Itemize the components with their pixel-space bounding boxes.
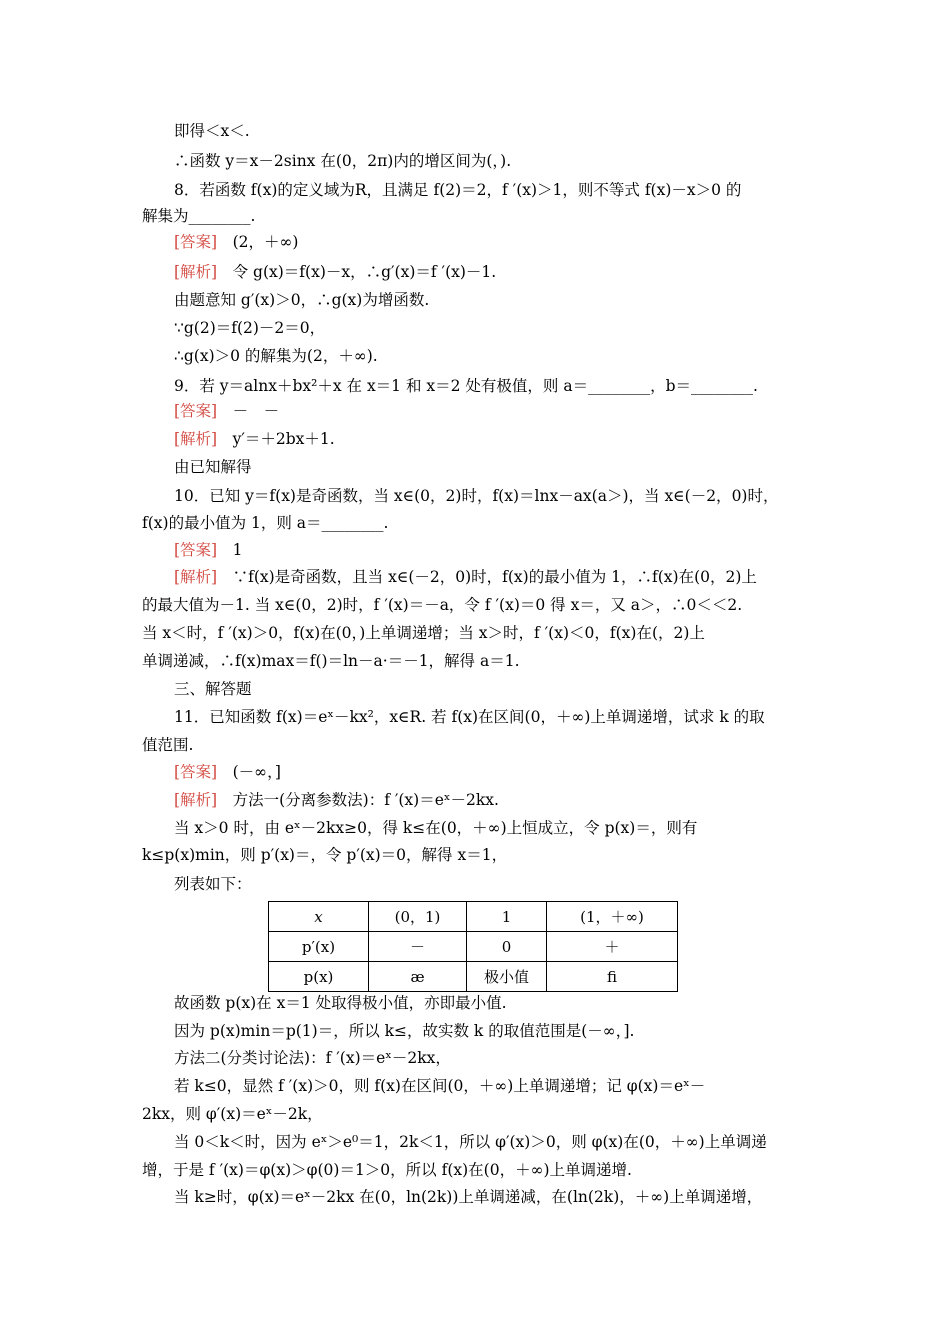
text-line: 方法二(分类讨论法)：f ′(x)＝eˣ－2kx， xyxy=(174,1049,451,1067)
analysis-tag: [解析] xyxy=(174,430,218,448)
table-cell: æ xyxy=(369,962,467,992)
table-cell: p′(x) xyxy=(269,932,369,962)
analysis-tag: [解析] xyxy=(174,568,218,586)
section-heading: 三、解答题 xyxy=(174,680,252,698)
problem-9-line: 9．若 y＝alnx＋bx²＋x 在 x＝1 和 x＝2 处有极值，则 a＝________，b＝________. xyxy=(174,377,758,395)
text-line: ∵g(2)＝f(2)－2＝0， xyxy=(174,319,326,337)
answer-line xyxy=(174,232,298,252)
table-row xyxy=(269,962,678,992)
text-line: 即得＜x＜. xyxy=(174,122,250,140)
text-line: k≤p(x)min，则 p′(x)＝，令 p′(x)＝0，解得 x＝1， xyxy=(142,846,508,864)
text-line: 当 x＞0 时，由 eˣ－2kx≥0，得 k≤在(0，＋∞)上恒成立，令 p(x)＝，则有 xyxy=(174,819,698,837)
answer-line xyxy=(174,401,279,421)
text-line: 若 k≤0，显然 f ′(x)＞0，则 f(x)在区间(0，＋∞)上单调递增；记 φ(x)＝eˣ－ xyxy=(174,1077,706,1095)
text-line: 的最大值为－1. 当 x∈(0，2)时，f ′(x)＝－a，令 f ′(x)＝0 得 x＝，又 a＞，∴0＜＜2. xyxy=(142,596,743,614)
text-line: ∴g(x)＞0 的解集为(2，＋∞). xyxy=(174,347,378,365)
answer-tag: [答案] xyxy=(174,763,218,781)
analysis-line xyxy=(174,262,496,282)
problem-10-line: 10．已知 y＝f(x)是奇函数，当 x∈(0，2)时，f(x)＝lnx－ax(a＞)，当 x∈(－2，0)时， xyxy=(174,487,779,505)
table-cell: ﬁ xyxy=(547,962,678,992)
table-cell: 极小值 xyxy=(467,962,547,992)
table-row xyxy=(269,932,678,962)
table-cell: 1 xyxy=(467,902,547,932)
text-line: 解集为________. xyxy=(142,207,256,225)
answer-tag: [答案] xyxy=(174,233,218,251)
analysis-text: 方法一(分离参数法)：f ′(x)＝eˣ－2kx. xyxy=(217,791,499,809)
text-line: f(x)的最小值为 1，则 a＝________. xyxy=(142,514,389,532)
text-line: 2kx，则 φ′(x)＝eˣ－2k， xyxy=(142,1105,323,1123)
table-cell: ＋ xyxy=(547,932,678,962)
table-cell: － xyxy=(369,932,467,962)
answer-text: (2，＋∞) xyxy=(217,233,299,251)
table-cell: (1，＋∞) xyxy=(547,902,678,932)
analysis-tag: [解析] xyxy=(174,791,218,809)
analysis-text: ∵f(x)是奇函数，且当 x∈(－2，0)时，f(x)的最小值为 1，∴f(x)在(0，2)上 xyxy=(217,568,757,586)
analysis-line xyxy=(174,567,757,587)
text-line: 由已知解得 xyxy=(174,458,252,476)
table-cell: (0，1) xyxy=(369,902,467,932)
answer-text: － － xyxy=(217,402,280,420)
value-table xyxy=(268,901,678,992)
analysis-text: y′＝＋2bx＋1. xyxy=(217,430,335,448)
text-line: 故函数 p(x)在 x＝1 处取得极小值，亦即最小值. xyxy=(174,994,507,1012)
answer-line xyxy=(174,540,242,560)
table-cell: 0 xyxy=(467,932,547,962)
analysis-text: 令 g(x)＝f(x)－x，∴g′(x)＝f ′(x)－1. xyxy=(217,263,497,281)
text-line: 值范围. xyxy=(142,736,194,754)
answer-tag: [答案] xyxy=(174,541,218,559)
analysis-line xyxy=(174,429,335,449)
table-row xyxy=(269,902,678,932)
analysis-tag: [解析] xyxy=(174,263,218,281)
text-line: ∴函数 y＝x－2sinx 在(0，2π)内的增区间为(，). xyxy=(174,152,512,170)
answer-line xyxy=(174,762,281,782)
text-line: 当 k≥时，φ(x)＝eˣ－2kx 在(0，ln(2k))上单调递减，在(ln(2k)，＋∞)上单调递增， xyxy=(174,1188,763,1206)
text-line: 当 0＜k＜时，因为 eˣ＞e⁰＝1，2k＜1，所以 φ′(x)＞0，则 φ(x)在(0，＋∞)上单调递 xyxy=(174,1133,767,1151)
text-line: 增，于是 f ′(x)＝φ(x)＞φ(0)＝1＞0，所以 f(x)在(0，＋∞)上单调递增. xyxy=(142,1161,632,1179)
table-cell: x xyxy=(269,902,369,932)
analysis-line xyxy=(174,790,499,810)
problem-11-line: 11．已知函数 f(x)＝eˣ－kx²，x∈R. 若 f(x)在区间(0，＋∞)上单调递增，试求 k 的取 xyxy=(174,708,765,726)
table-cell: p(x) xyxy=(269,962,369,992)
text-line: 列表如下： xyxy=(174,875,252,893)
answer-text: 1 xyxy=(217,541,243,559)
text-line: 当 x＜时，f ′(x)＞0，f(x)在(0，)上单调递增；当 x＞时，f ′(x)＜0，f(x)在(，2)上 xyxy=(142,624,705,642)
answer-tag: [答案] xyxy=(174,402,218,420)
text-line: 由题意知 g′(x)＞0，∴g(x)为增函数. xyxy=(174,291,430,309)
answer-text: (－∞，] xyxy=(217,763,281,781)
text-line: 因为 p(x)min＝p(1)＝，所以 k≤，故实数 k 的取值范围是(－∞，]. xyxy=(174,1022,635,1040)
problem-8-line: 8．若函数 f(x)的定义域为R，且满足 f(2)＝2，f ′(x)＞1，则不等式 f(x)－x＞0 的 xyxy=(174,181,742,199)
text-line: 单调递减，∴f(x)max＝f()＝ln－a·＝－1，解得 a＝1. xyxy=(142,652,520,670)
